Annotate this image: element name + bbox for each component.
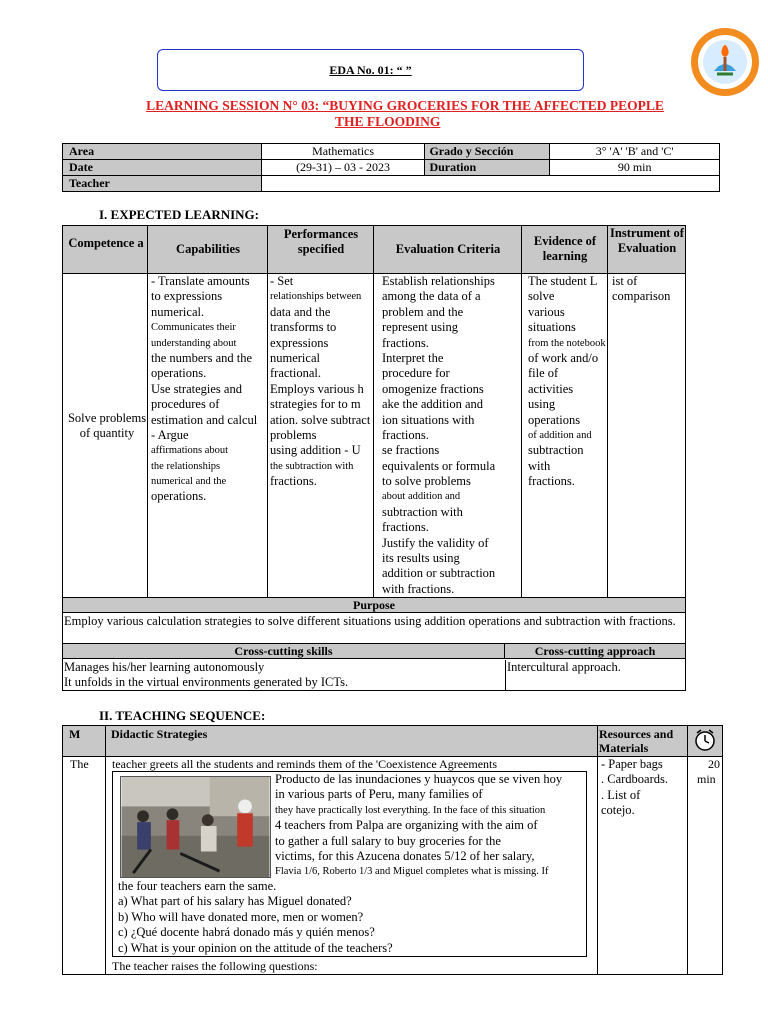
story-line: victims, for this Azucena donates 5/12 of her salary, — [275, 848, 535, 863]
teaching-sequence-table — [62, 725, 723, 975]
evidence-line: various — [528, 304, 565, 319]
performance-line: numerical — [270, 350, 320, 365]
criteria-line: ion situations with — [382, 412, 475, 427]
capability-line: numerical and the — [151, 476, 227, 488]
area-value: Mathematics — [261, 144, 425, 160]
performance-line: fractional. — [270, 366, 322, 381]
approach-text: Intercultural approach. — [507, 660, 621, 674]
capability-line: - Translate amounts — [151, 274, 250, 288]
evidence-line: solve — [528, 289, 555, 304]
evidence-line: using — [528, 397, 556, 412]
performances-cell — [270, 274, 380, 489]
story-question-line: c) What is your opinion on the attitude of the teachers? — [118, 940, 393, 955]
time-unit: min — [697, 772, 716, 786]
resources-cell — [601, 757, 687, 819]
performance-line: data and the — [270, 304, 331, 319]
instrument-line: ist of — [612, 274, 638, 288]
evidence-line: of addition and — [528, 429, 592, 441]
story-text — [275, 772, 601, 880]
skills-text — [64, 660, 504, 690]
evidence-line: from the notebook — [528, 337, 606, 349]
evidence-line: fractions. — [528, 474, 575, 489]
criteria-line: to solve problems — [382, 474, 471, 489]
criteria-line: ake the addition and — [382, 397, 484, 412]
criteria-line: omogenize fractions — [382, 381, 484, 396]
clock-icon — [694, 728, 716, 752]
skill-line: Manages his/her learning autonomously — [64, 660, 265, 674]
evidence-cell — [528, 274, 608, 489]
performance-line: the subtraction with — [270, 460, 354, 472]
evidence-line: with — [528, 458, 551, 473]
capability-line: the numbers and the — [151, 350, 253, 365]
header-capabilities: Capabilities — [176, 242, 240, 256]
teacher-value — [261, 176, 719, 192]
eda-box — [157, 49, 584, 91]
expected-learning-table — [62, 225, 686, 691]
area-label: Area — [63, 144, 262, 160]
story-tail — [118, 879, 598, 956]
criteria-line: among the data of a — [382, 289, 481, 304]
skills-label: Cross-cutting skills — [63, 644, 505, 659]
criteria-line: Interpret the — [382, 350, 444, 365]
duration-label: Duration — [425, 160, 550, 176]
story-line: Producto de las inundaciones y huaycos que se viven hoy — [275, 772, 563, 786]
approach-label: Cross-cutting approach — [505, 644, 685, 659]
instrument-line: comparison — [612, 289, 671, 304]
school-logo — [690, 27, 760, 97]
performance-line: fractions. — [270, 474, 317, 489]
performance-line: ation. solve subtract — [270, 412, 371, 427]
capability-line: operations. — [151, 366, 207, 381]
performance-line: strategies for to m — [270, 397, 361, 412]
evidence-line: situations — [528, 320, 576, 335]
criteria-line: fractions. — [382, 335, 429, 350]
criteria-line: addition or subtraction — [382, 566, 496, 581]
header-evidence: Evidence of learning — [533, 234, 597, 263]
story-line: to gather a full salary to buy groceries for the — [275, 833, 501, 848]
evidence-line: The student L — [528, 274, 598, 288]
criteria-line: about addition and — [382, 491, 461, 503]
performance-line: relationships between — [270, 291, 362, 303]
time-value: 20 — [708, 757, 720, 771]
session-title-line2: THE FLOODING — [335, 114, 441, 129]
evidence-line: operations — [528, 412, 581, 427]
grade-value: 3° 'A' 'B' and 'C' — [550, 144, 720, 160]
criteria-cell — [382, 274, 522, 597]
criteria-line: se fractions — [382, 443, 440, 458]
capability-line: affirmations about — [151, 445, 229, 457]
header-instrument: Instrument of Evaluation — [610, 226, 684, 255]
evidence-line: of work and/o — [528, 350, 599, 365]
header-criteria: Evaluation Criteria — [395, 242, 501, 256]
resource-line: - Paper bags — [601, 757, 663, 771]
duration-value: 90 min — [550, 160, 720, 176]
story-question-line: b) Who will have donated more, men or women? — [118, 909, 364, 924]
eda-label: EDA No. 01: “ ” — [329, 62, 412, 77]
criteria-line: represent using — [382, 320, 459, 335]
col-resources: Resources and Materials — [599, 727, 674, 756]
evidence-line: file of — [528, 366, 559, 381]
capability-line: operations. — [151, 489, 207, 504]
col-m: M — [69, 727, 81, 741]
closing-line: The teacher raises the following questions: — [112, 959, 318, 973]
evidence-line: activities — [528, 381, 574, 396]
instrument-cell — [612, 274, 686, 305]
capability-line: to expressions — [151, 289, 223, 304]
resource-line: . Cardboards. — [601, 772, 668, 787]
expected-learning-heading: I. EXPECTED LEARNING: — [99, 207, 259, 222]
story-question-line: a) What part of his salary has Miguel donated? — [118, 894, 352, 909]
criteria-line: equivalents or formula — [382, 458, 496, 473]
col-strategies: Didactic Strategies — [111, 727, 208, 741]
date-value: (29-31) – 03 - 2023 — [261, 160, 425, 176]
capability-line: the relationships — [151, 460, 221, 472]
criteria-line: with fractions. — [382, 581, 455, 596]
header-competence: Competence a — [68, 236, 144, 250]
capabilities-cell — [151, 274, 281, 505]
capability-line: understanding about — [151, 337, 237, 349]
criteria-line: fractions. — [382, 427, 429, 442]
resource-line: cotejo. — [601, 803, 635, 818]
story-line: Flavia 1/6, Roberto 1/3 and Miguel completes what is missing. If — [275, 866, 549, 878]
info-table — [62, 143, 720, 192]
story-question-line: the four teachers earn the same. — [118, 879, 277, 893]
performance-line: problems — [270, 427, 317, 442]
capability-line: estimation and calcul — [151, 412, 258, 427]
skill-line: It unfolds in the virtual environments generated by ICTs. — [64, 675, 349, 689]
performance-line: - Set — [270, 274, 294, 288]
criteria-line: its results using — [382, 551, 460, 566]
capability-line: Use strategies and — [151, 381, 242, 396]
flood-photo — [120, 776, 271, 878]
header-performances: Performances specified — [283, 227, 359, 256]
date-label: Date — [63, 160, 262, 176]
criteria-line: problem and the — [382, 304, 464, 319]
criteria-line: procedure for — [382, 366, 450, 381]
intro-line: teacher greets all the students and reminds them of the 'Coexistence Agreements — [112, 757, 498, 771]
capability-line: procedures of — [151, 397, 220, 412]
capability-line: numerical. — [151, 304, 205, 319]
criteria-line: Justify the validity of — [382, 535, 489, 550]
competence-cell: Solve problems of quantity — [67, 411, 147, 440]
m-value: The — [70, 757, 89, 771]
performance-line: Employs various h — [270, 381, 364, 396]
session-title-line1: LEARNING SESSION N° 03: “BUYING GROCERIES FOR THE AFFECTED PEOPLE — [146, 98, 664, 113]
story-question-line: c) ¿Qué docente habrá donado más y quién menos? — [118, 925, 375, 940]
performance-line: transforms to — [270, 320, 337, 335]
performance-line: expressions — [270, 335, 329, 350]
teaching-sequence-heading: II. TEACHING SEQUENCE: — [99, 708, 266, 723]
capability-line: - Argue — [151, 427, 189, 442]
resource-line: . List of — [601, 787, 641, 802]
story-line: they have practically lost everything. In the face of this situation — [275, 804, 546, 816]
purpose-label: Purpose — [63, 598, 685, 613]
story-line: in various parts of Peru, many families of — [275, 787, 483, 802]
performance-line: using addition - U — [270, 443, 361, 458]
criteria-line: fractions. — [382, 520, 429, 535]
criteria-line: subtraction with — [382, 504, 463, 519]
story-line: 4 teachers from Palpa are organizing with the aim of — [275, 818, 538, 833]
criteria-line: Establish relationships — [382, 274, 495, 288]
evidence-line: subtraction — [528, 443, 584, 458]
purpose-text: Employ various calculation strategies to solve different situations using addition operations and subtraction with fractions. — [64, 614, 676, 628]
teacher-label: Teacher — [63, 176, 262, 192]
grade-label: Grado y Sección — [425, 144, 550, 160]
capability-line: Communicates their — [151, 322, 236, 334]
